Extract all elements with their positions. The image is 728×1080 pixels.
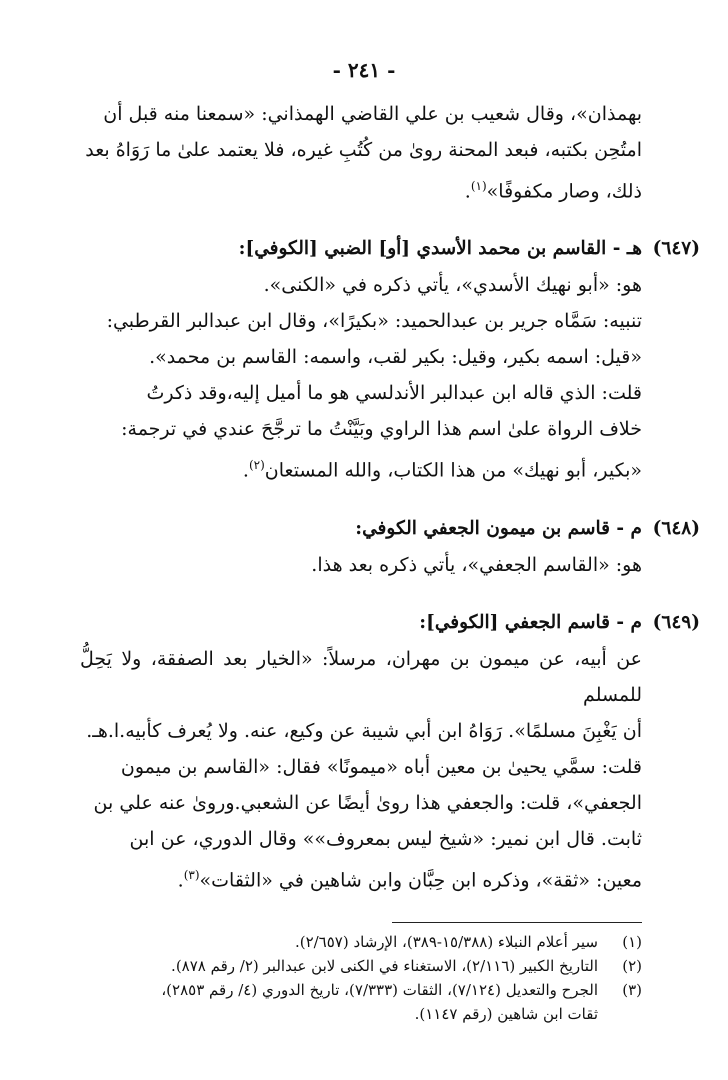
footnote [80,1002,642,1026]
footnote [80,954,642,978]
body-line: بهمذان»، وقال شعيب بن علي القاضي الهمذاني: «سمعنا منه قبل أن [103,103,642,125]
body-line: «بكير، أبو نهيك» من هذا الكتاب، والله المستعان$^{(٢)}$. [242,458,642,482]
entry-title: م - قاسم الجعفي [الكوفي]: [419,611,642,633]
body-line: هو: «أبو نهيك الأسدي»، يأتي ذكره في «الكنى». [263,274,642,297]
body-line: امتُحِن بكتبه، فبعد المحنة روىٰ من كُتُبِ غيره، فلا يعتمد علىٰ ما رَوَاهُ بعد [85,139,642,161]
body-line: عن أبيه، عن ميمون بن مهران، مرسلاً: «الخيار بعد الصفقة، ولا يَحِلُّ للمسلم [80,647,642,706]
body-line: معين: «ثقة»، وذكره ابن حِبَّان وابن شاهين في «الثقات»$^{(٣)}$. [177,867,642,891]
entry-title: هـ - القاسم بن محمد الأسدي [أو] الضبي [الكوفي]: [238,238,642,260]
page-body [80,96,700,898]
body-line: ذلك، وصار مكفوفًا»$^{(١)}$. [464,179,642,203]
entry-number: (٦٤٩) [652,611,700,633]
body-line-text: معين: «ثقة»، وذكره ابن حِبَّان وابن شاهين في «الثقات» [199,868,642,891]
body-line: الجعفي»، قلت: والجعفي هذا روىٰ أيضًا عن الشعبي.وروىٰ عنه علي بن [93,791,642,814]
footnote-text: سير أعلام النبلاء (١٥/٣٨٨-٣٨٩)، الإرشاد (٢/٦٥٧). [294,933,598,951]
footnote-number: (٢) [622,957,642,975]
footnote-number: (٣) [622,981,642,999]
body-line: ثابت. قال ابن نمير: «شيخ ليس بمعروف»» وقال الدوري، عن ابن [129,827,642,850]
entry-title: م - قاسم بن ميمون الجعفي الكوفي: [355,517,642,539]
footnotes [80,930,642,1026]
footnote-number: (١) [622,933,642,951]
body-line: قلت: سمَّي يحيىٰ بن معين أباه «ميمونًا» فقال: «القاسم بن ميمون [120,755,642,778]
body-line: خلاف الرواة علىٰ اسم هذا الراوي وبَيَّنْتُ ما ترجَّحَ عندي في ترجمة: [121,418,642,441]
body-line: تنبيه: سَمَّاه جرير بن عبدالحميد: «بكيرًا»، وقال ابن عبدالبر القرطبي: [106,310,642,333]
footnote-ref: (٣) [183,867,200,882]
entry-number: (٦٤٧) [652,238,700,260]
footnote-text: الجرح والتعديل (٧/١٢٤)، الثقات (٧/٣٣٣)، تاريخ الدوري (٤/ رقم ٢٨٥٣)، [161,981,598,999]
body-line-text: «بكير، أبو نهيك» من هذا الكتاب، والله المستعان [264,459,642,482]
entry-heading [80,231,700,267]
entry-heading [80,511,700,547]
page-number: - ٢٤١ - [332,58,396,82]
footnote [80,978,642,1002]
footnote-text: ثقات ابن شاهين (رقم ١١٤٧). [414,1005,598,1023]
entry-number: (٦٤٨) [652,517,700,539]
body-line: «قيل: اسمه بكير، وقيل: بكير لقب، واسمه: القاسم بن محمد». [149,346,642,369]
body-line: قلت: الذي قاله ابن عبدالبر الأندلسي هو ما أميل إليه،وقد ذكرتُ [146,382,642,405]
footnote [80,930,642,954]
body-line: هو: «القاسم الجعفي»، يأتي ذكره بعد هذا. [311,553,642,576]
body-line-text: ذلك، وصار مكفوفًا» [486,180,642,203]
footnote-divider [392,922,642,923]
footnote-ref: (١) [470,179,487,193]
footnote-text: التاريخ الكبير (٢/١١٦)، الاستغناء في الكنى لابن عبدالبر (٢/ رقم ٨٧٨). [171,957,598,975]
footnote-ref: (٢) [248,458,265,473]
body-line: أن يَغْبِنَ مسلمًا». رَوَاهُ ابن أبي شيبة عن وكيع، عنه. ولا يُعرف كأبيه.ا.هـ. [86,719,642,742]
entry-heading [80,605,700,641]
